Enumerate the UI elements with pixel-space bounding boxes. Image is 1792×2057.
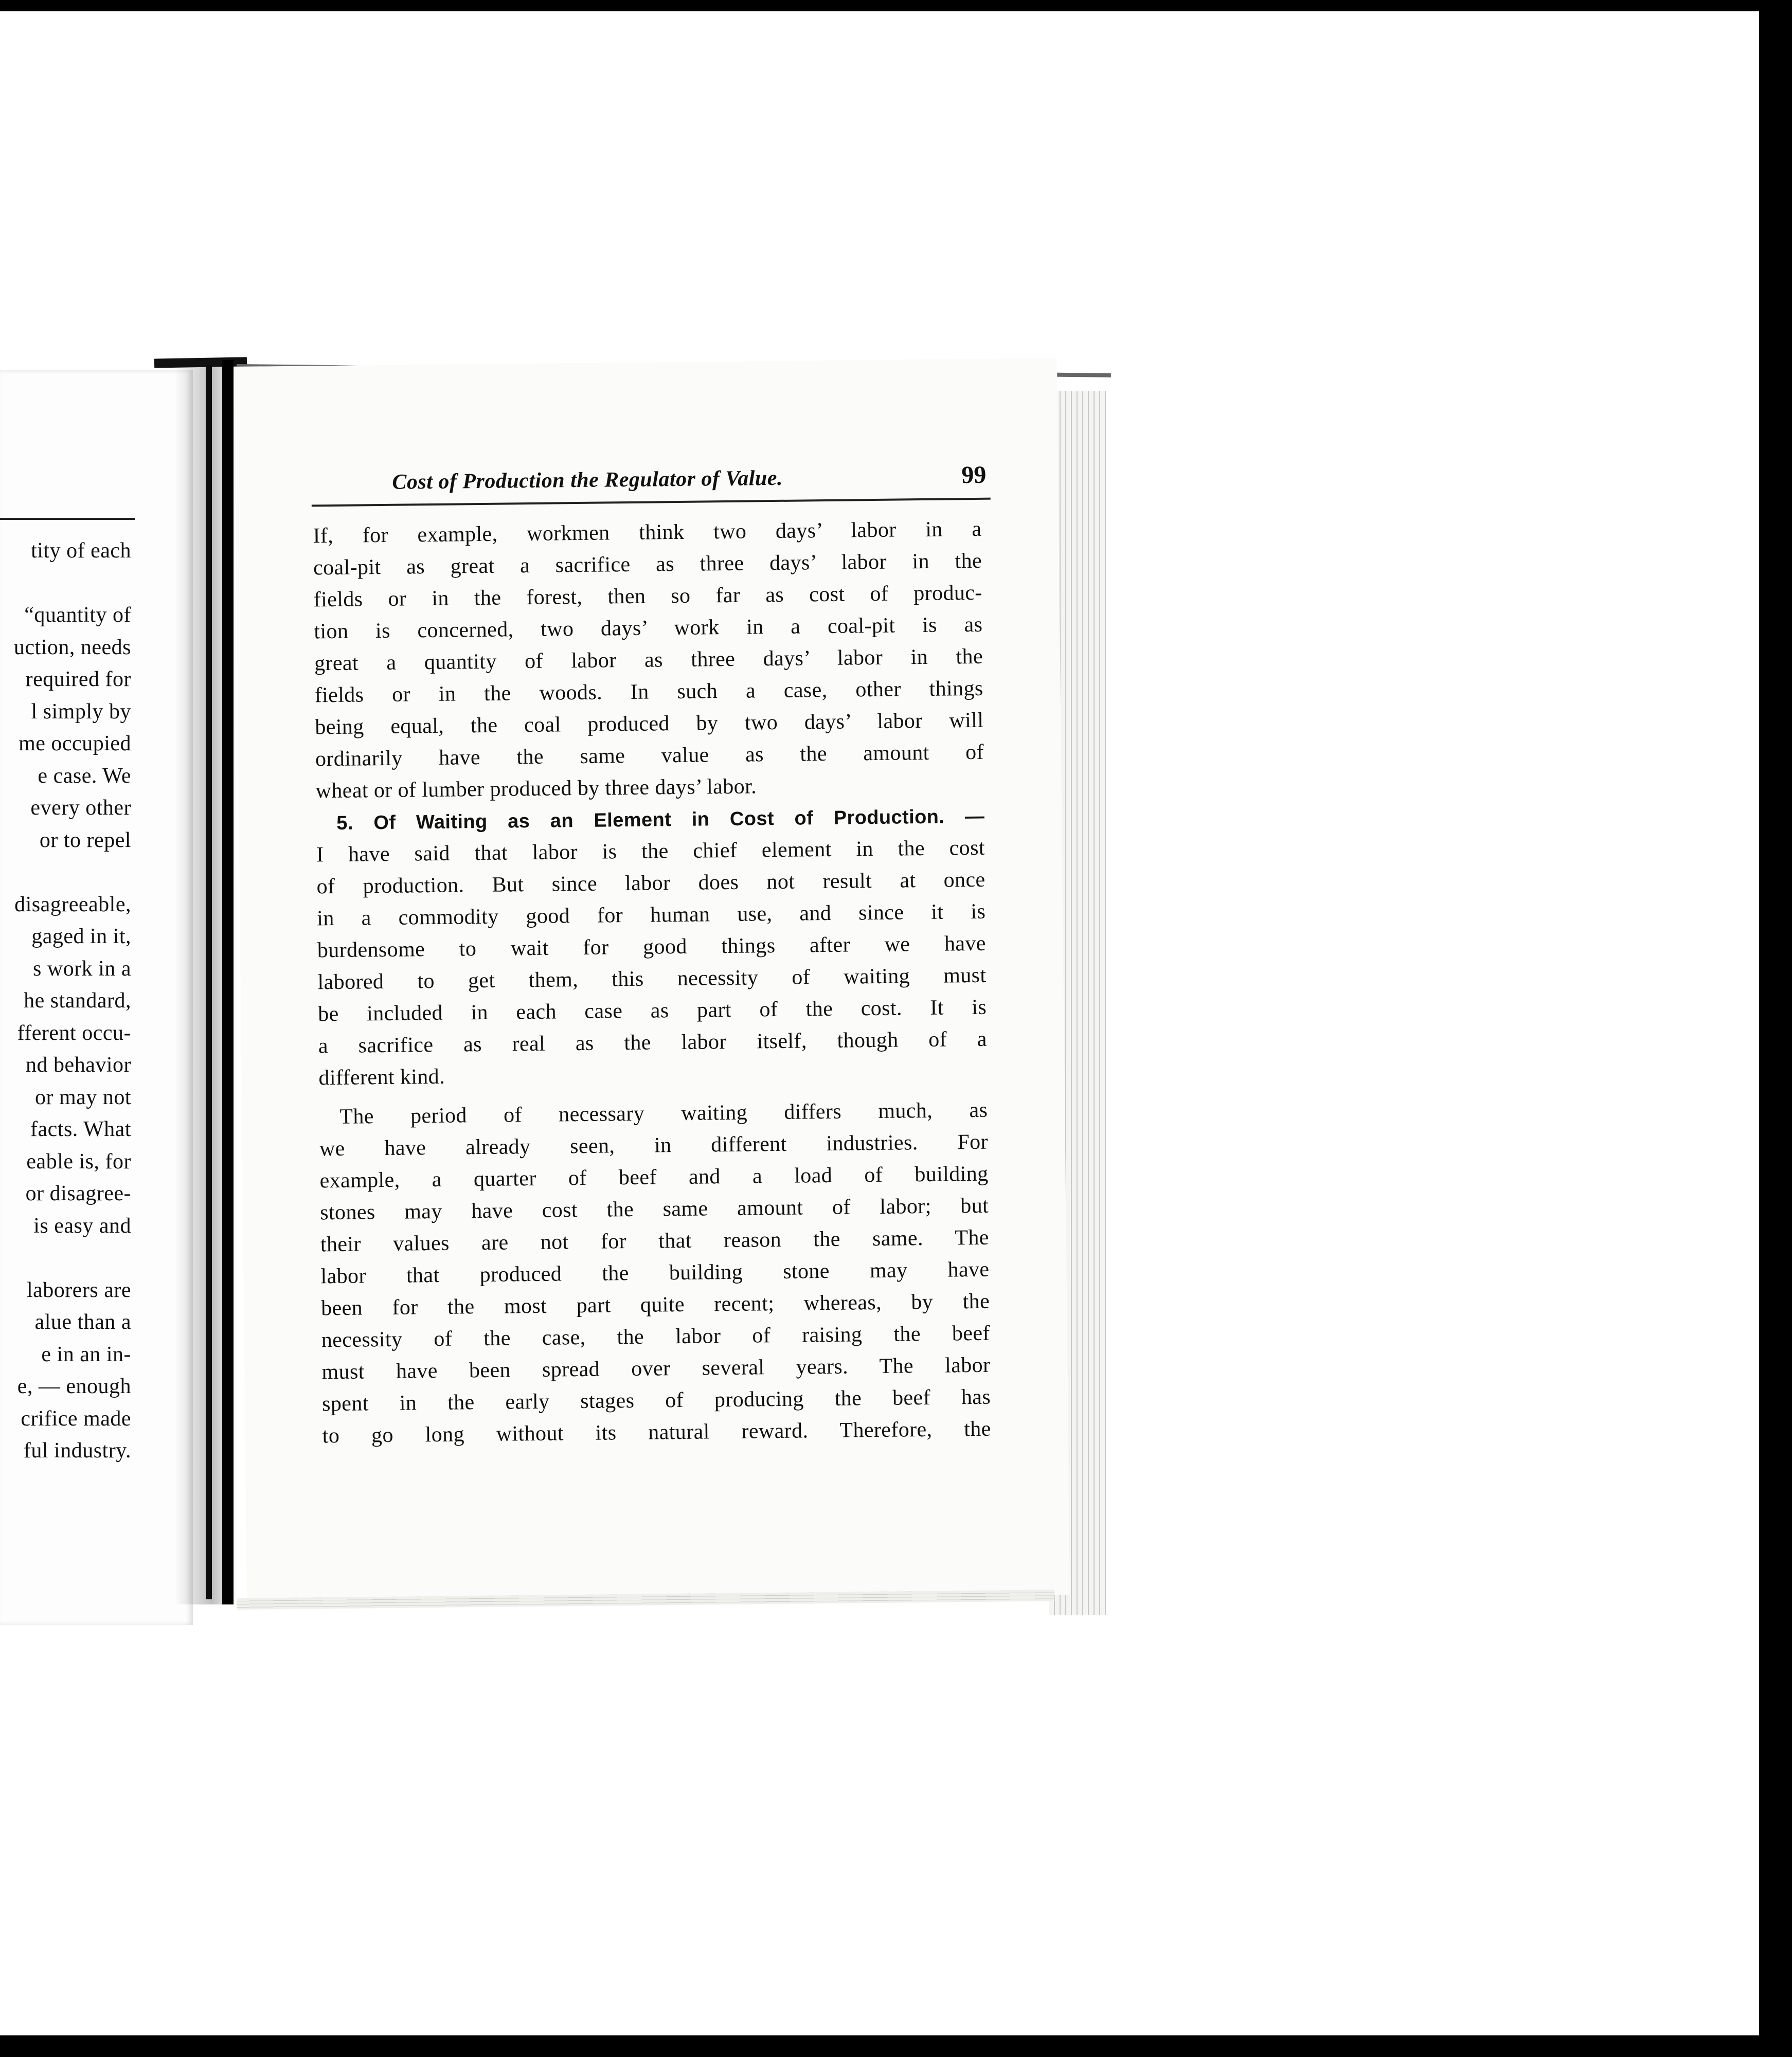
text-line: labor that produced the building stone may have bbox=[320, 1257, 990, 1289]
text-line: I have said that labor is the chief element in the cost bbox=[316, 836, 985, 867]
left-text-line: gaged in it, bbox=[31, 925, 131, 948]
book-spine-right bbox=[222, 360, 234, 1604]
right-page bbox=[234, 358, 1070, 1603]
left-text-line: fferent occu- bbox=[17, 1021, 131, 1045]
left-text-line bbox=[14, 1242, 131, 1274]
text-line: in a commodity good for human use, and since it is bbox=[317, 899, 986, 931]
left-page-text bbox=[14, 535, 131, 1467]
left-text-line: eable is, for bbox=[26, 1149, 131, 1174]
left-text-line: or to repel bbox=[39, 828, 131, 852]
left-text-line: me occupied bbox=[19, 732, 131, 755]
left-text-line: or may not bbox=[35, 1085, 131, 1109]
left-text-line: nd behavior bbox=[26, 1053, 131, 1077]
left-text-line: he standard, bbox=[24, 989, 131, 1013]
text-line: their values are not for that reason the same. The bbox=[320, 1225, 990, 1257]
left-text-line: uction, needs bbox=[13, 635, 131, 659]
book-spine-left bbox=[206, 365, 212, 1599]
paragraph-1 bbox=[313, 513, 984, 807]
text-line: ordinarily have the same value as the amount of bbox=[315, 740, 984, 771]
left-page bbox=[0, 370, 193, 1625]
text-line: different kind. bbox=[318, 1064, 445, 1090]
header-rule bbox=[312, 498, 991, 507]
paragraph-3 bbox=[319, 1094, 991, 1452]
scan-border-top bbox=[0, 0, 1792, 11]
paragraph-2 bbox=[316, 832, 988, 1094]
text-line: must have been spread over several years. The labor bbox=[321, 1353, 991, 1384]
scan-border-bottom bbox=[0, 2035, 1792, 2057]
text-line: be included in each case as part of the cost. It is bbox=[317, 995, 987, 1026]
text-line: being equal, the coal produced by two days’ labor will bbox=[315, 708, 984, 739]
left-text-line: e in an in- bbox=[41, 1342, 131, 1366]
left-text-line: every other bbox=[30, 796, 131, 820]
left-header-rule bbox=[0, 518, 135, 520]
left-text-line bbox=[14, 856, 131, 889]
page-number: 99 bbox=[961, 461, 987, 489]
left-text-line: ful industry. bbox=[23, 1439, 131, 1463]
left-text-line: l simply by bbox=[31, 699, 131, 724]
text-line: great a quantity of labor as three days’ labor in the bbox=[314, 644, 983, 676]
text-line: labored to get them, this necessity of waiting must bbox=[317, 963, 987, 995]
section-heading: 5. Of Waiting as an Element in Cost of Production. — bbox=[336, 805, 985, 834]
left-text-line: “quantity of bbox=[24, 603, 131, 627]
text-line: coal-pit as great a sacrifice as three days’ labor in the bbox=[313, 549, 982, 580]
text-line: been for the most part quite recent; whereas, by the bbox=[320, 1289, 990, 1321]
text-line: The period of necessary waiting differs much, as bbox=[339, 1098, 988, 1129]
text-line: wheat or of lumber produced by three days’ labor. bbox=[315, 774, 757, 803]
left-text-line: laborers are bbox=[26, 1278, 131, 1302]
left-text-line: s work in a bbox=[33, 957, 131, 981]
text-line: to go long without its natural reward. Therefore, the bbox=[322, 1417, 991, 1448]
text-line: example, a quarter of beef and a load of building bbox=[319, 1162, 989, 1193]
running-head bbox=[312, 461, 987, 499]
text-line: burdensome to wait for good things after we have bbox=[317, 931, 987, 963]
left-text-line bbox=[14, 567, 131, 600]
text-line: necessity of the case, the labor of raising the beef bbox=[321, 1321, 991, 1352]
left-text-line: is easy and bbox=[33, 1214, 131, 1238]
left-text-line: crifice made bbox=[21, 1406, 131, 1431]
left-text-line: e, — enough bbox=[17, 1375, 131, 1398]
text-line: of production. But since labor does not result at once bbox=[316, 868, 985, 899]
left-text-line: tity of each bbox=[31, 539, 131, 563]
body-text bbox=[313, 513, 991, 1452]
text-line: fields or in the woods. In such a case, other things bbox=[314, 676, 983, 708]
running-title: Cost of Production the Regulator of Value. bbox=[392, 466, 783, 494]
scan-border-right bbox=[1759, 0, 1792, 2057]
left-text-line: disagreeable, bbox=[14, 892, 131, 916]
text-line: a sacrifice as real as the labor itself, though of a bbox=[318, 1027, 988, 1058]
text-line: we have already seen, in different industries. For bbox=[319, 1130, 989, 1161]
left-text-line: required for bbox=[25, 667, 131, 691]
text-line: tion is concerned, two days’ work in a coal-pit is as bbox=[314, 612, 983, 644]
text-line: spent in the early stages of producing the beef has bbox=[321, 1385, 991, 1416]
left-text-line: or disagree- bbox=[25, 1182, 131, 1205]
left-text-line: alue than a bbox=[34, 1310, 131, 1334]
text-line: If, for example, workmen think two days’ labor in a bbox=[313, 517, 982, 548]
text-line: fields or in the forest, then so far as cost of produc- bbox=[313, 581, 982, 612]
text-line: stones may have cost the same amount of labor; but bbox=[319, 1194, 989, 1225]
left-text-line: facts. What bbox=[30, 1117, 131, 1141]
left-text-line: e case. We bbox=[38, 764, 131, 788]
